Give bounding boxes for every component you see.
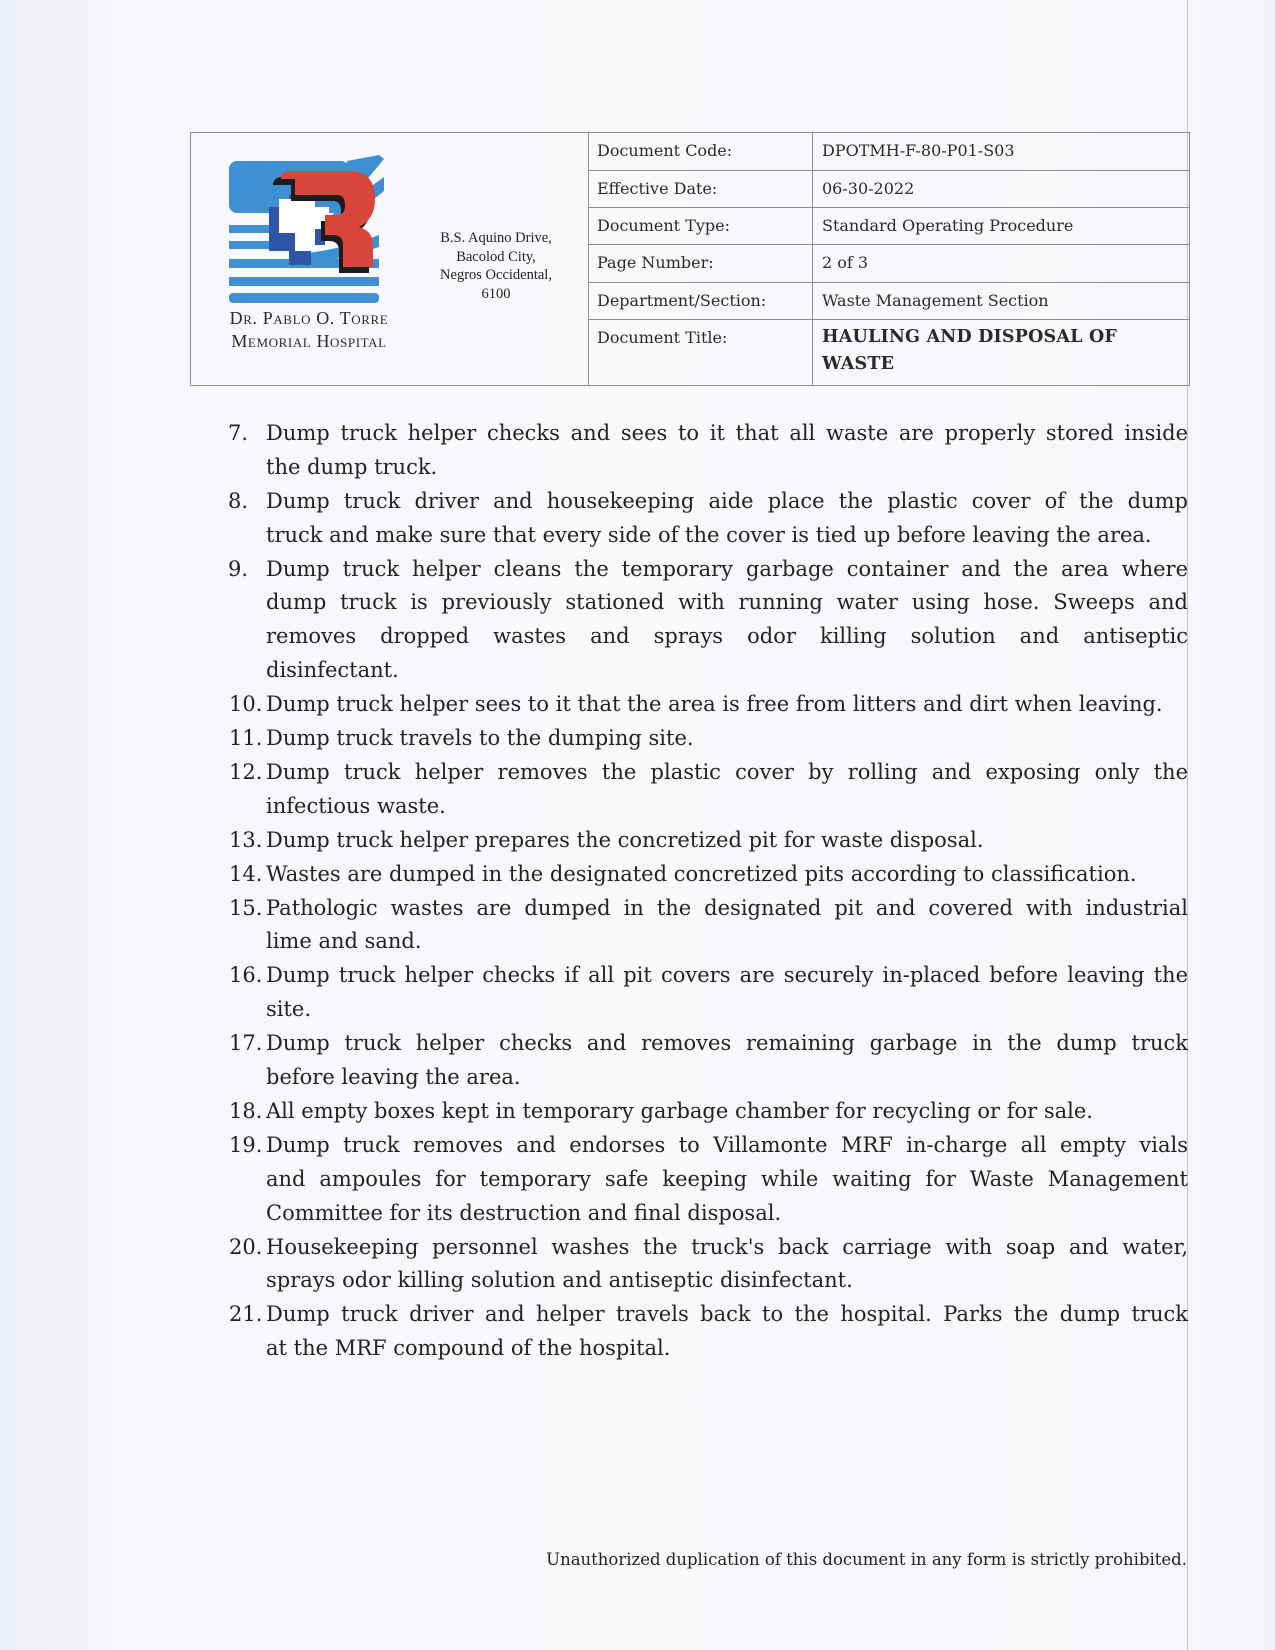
step-text-line: site. bbox=[266, 997, 312, 1022]
step-text-line: Dump truck driver and helper travels back to the hospital. Parks the dump truck bbox=[266, 1302, 1188, 1327]
meta-label: Department/Section: bbox=[588, 283, 813, 319]
step-number: 13. bbox=[229, 827, 263, 852]
step-text-line: Wastes are dumped in the designated concretized pits according to classification. bbox=[266, 861, 1137, 886]
meta-label: Effective Date: bbox=[588, 171, 813, 207]
step-text-line: Pathologic wastes are dumped in the designated pit and covered with industrial bbox=[266, 895, 1188, 920]
step-text-line: Dump truck helper prepares the concretized pit for waste disposal. bbox=[266, 827, 984, 852]
step-number: 7. bbox=[228, 421, 249, 445]
address-line: B.S. Aquino Drive, bbox=[440, 230, 552, 246]
document-title-line: HAULING AND DISPOSAL OF bbox=[822, 327, 1118, 347]
step-text-line: Committee for its destruction and final disposal. bbox=[266, 1200, 782, 1225]
step-number: 12. bbox=[229, 760, 263, 784]
meta-label: Document Code: bbox=[588, 133, 813, 170]
step-text-line: Dump truck helper sees to it that the area is free from litters and dirt when leaving. bbox=[266, 692, 1163, 717]
step-text-line: the dump truck. bbox=[266, 454, 438, 479]
meta-label: Document Title: bbox=[588, 320, 813, 385]
meta-value: 2 of 3 bbox=[822, 253, 869, 272]
step-text-line: and ampoules for temporary safe keeping while waiting for Waste Management bbox=[266, 1166, 1188, 1191]
step-number: 21. bbox=[229, 1302, 263, 1327]
address-line: Bacolod City, bbox=[456, 248, 536, 265]
meta-value: Standard Operating Procedure bbox=[822, 216, 1074, 235]
hospital-name-line1: Dr. Pablo O. Torre bbox=[229, 308, 389, 328]
step-number: 18. bbox=[229, 1099, 263, 1123]
step-text-line: Dump truck helper checks and removes remaining garbage in the dump truck bbox=[266, 1031, 1188, 1056]
step-number: 19. bbox=[229, 1132, 263, 1157]
step-text-line: Dump truck driver and housekeeping aide place the plastic cover of the dump bbox=[266, 488, 1188, 513]
meta-label: Page Number: bbox=[588, 245, 813, 282]
step-text-line: Dump truck travels to the dumping site. bbox=[266, 726, 694, 751]
step-text-line: Dump truck removes and endorses to Villamonte MRF in-charge all empty vials bbox=[266, 1132, 1188, 1157]
meta-label: Document Type: bbox=[588, 208, 813, 244]
meta-row-document-code bbox=[588, 133, 1189, 171]
document-title bbox=[813, 320, 1189, 385]
document-header-table bbox=[190, 132, 1190, 386]
document-title-line: WASTE bbox=[822, 354, 895, 374]
address-line: 6100 bbox=[481, 285, 511, 302]
meta-row-document-type bbox=[588, 208, 1189, 245]
step-text-line: Dump truck helper checks if all pit covers are securely in-placed before leaving the bbox=[266, 963, 1188, 988]
step-number: 8. bbox=[228, 488, 249, 513]
meta-value: DPOTMH-F-80-P01-S03 bbox=[822, 141, 1015, 160]
step-number: 10. bbox=[229, 692, 263, 717]
meta-value: 06-30-2022 bbox=[822, 179, 915, 198]
step-text-line: Dump truck helper checks and sees to it that all waste are properly stored inside bbox=[266, 421, 1188, 445]
step-text-line: lime and sand. bbox=[266, 929, 422, 954]
hospital-logo-icon bbox=[229, 155, 384, 305]
step-text-line: All empty boxes kept in temporary garbage chamber for recycling or for sale. bbox=[266, 1099, 1093, 1123]
hospital-address bbox=[416, 229, 576, 303]
address-line: Negros Occidental, bbox=[440, 267, 552, 283]
step-number: 16. bbox=[229, 963, 263, 988]
step-number: 15. bbox=[229, 895, 263, 920]
step-text-line: disinfectant. bbox=[266, 658, 399, 683]
step-number: 11. bbox=[229, 726, 263, 751]
step-text-line: Dump truck helper removes the plastic cover by rolling and exposing only the bbox=[266, 760, 1188, 784]
step-number: 20. bbox=[229, 1234, 263, 1259]
step-text-line: dump truck is previously stationed with running water using hose. Sweeps and bbox=[266, 590, 1188, 615]
meta-row-page-number bbox=[588, 245, 1189, 283]
step-text-line: removes dropped wastes and sprays odor killing solution and antiseptic bbox=[266, 624, 1188, 649]
meta-row-department bbox=[588, 283, 1189, 320]
step-text-line: truck and make sure that every side of the cover is tied up before leaving the area. bbox=[266, 522, 1152, 547]
footer-notice: Unauthorized duplication of this document in any form is strictly prohibited. bbox=[546, 1550, 1187, 1569]
meta-row-effective-date bbox=[588, 171, 1189, 208]
document-meta bbox=[588, 133, 1189, 385]
hospital-name bbox=[199, 307, 419, 353]
step-text-line: Dump truck helper cleans the temporary garbage container and the area where bbox=[266, 556, 1188, 581]
step-number: 17. bbox=[229, 1031, 263, 1056]
step-text-line: at the MRF compound of the hospital. bbox=[266, 1336, 671, 1361]
step-text-line: infectious waste. bbox=[266, 793, 446, 818]
step-text-line: Housekeeping personnel washes the truck's back carriage with soap and water, bbox=[266, 1234, 1188, 1259]
meta-row-document-title bbox=[588, 320, 1189, 385]
step-number: 9. bbox=[228, 556, 249, 581]
step-text-line: before leaving the area. bbox=[266, 1065, 521, 1090]
hospital-name-line2: Memorial Hospital bbox=[231, 331, 387, 351]
step-number: 14. bbox=[229, 861, 263, 886]
step-text-line: sprays odor killing solution and antiseptic disinfectant. bbox=[266, 1268, 853, 1293]
meta-value: Waste Management Section bbox=[822, 291, 1049, 310]
logo-cell bbox=[191, 133, 589, 385]
